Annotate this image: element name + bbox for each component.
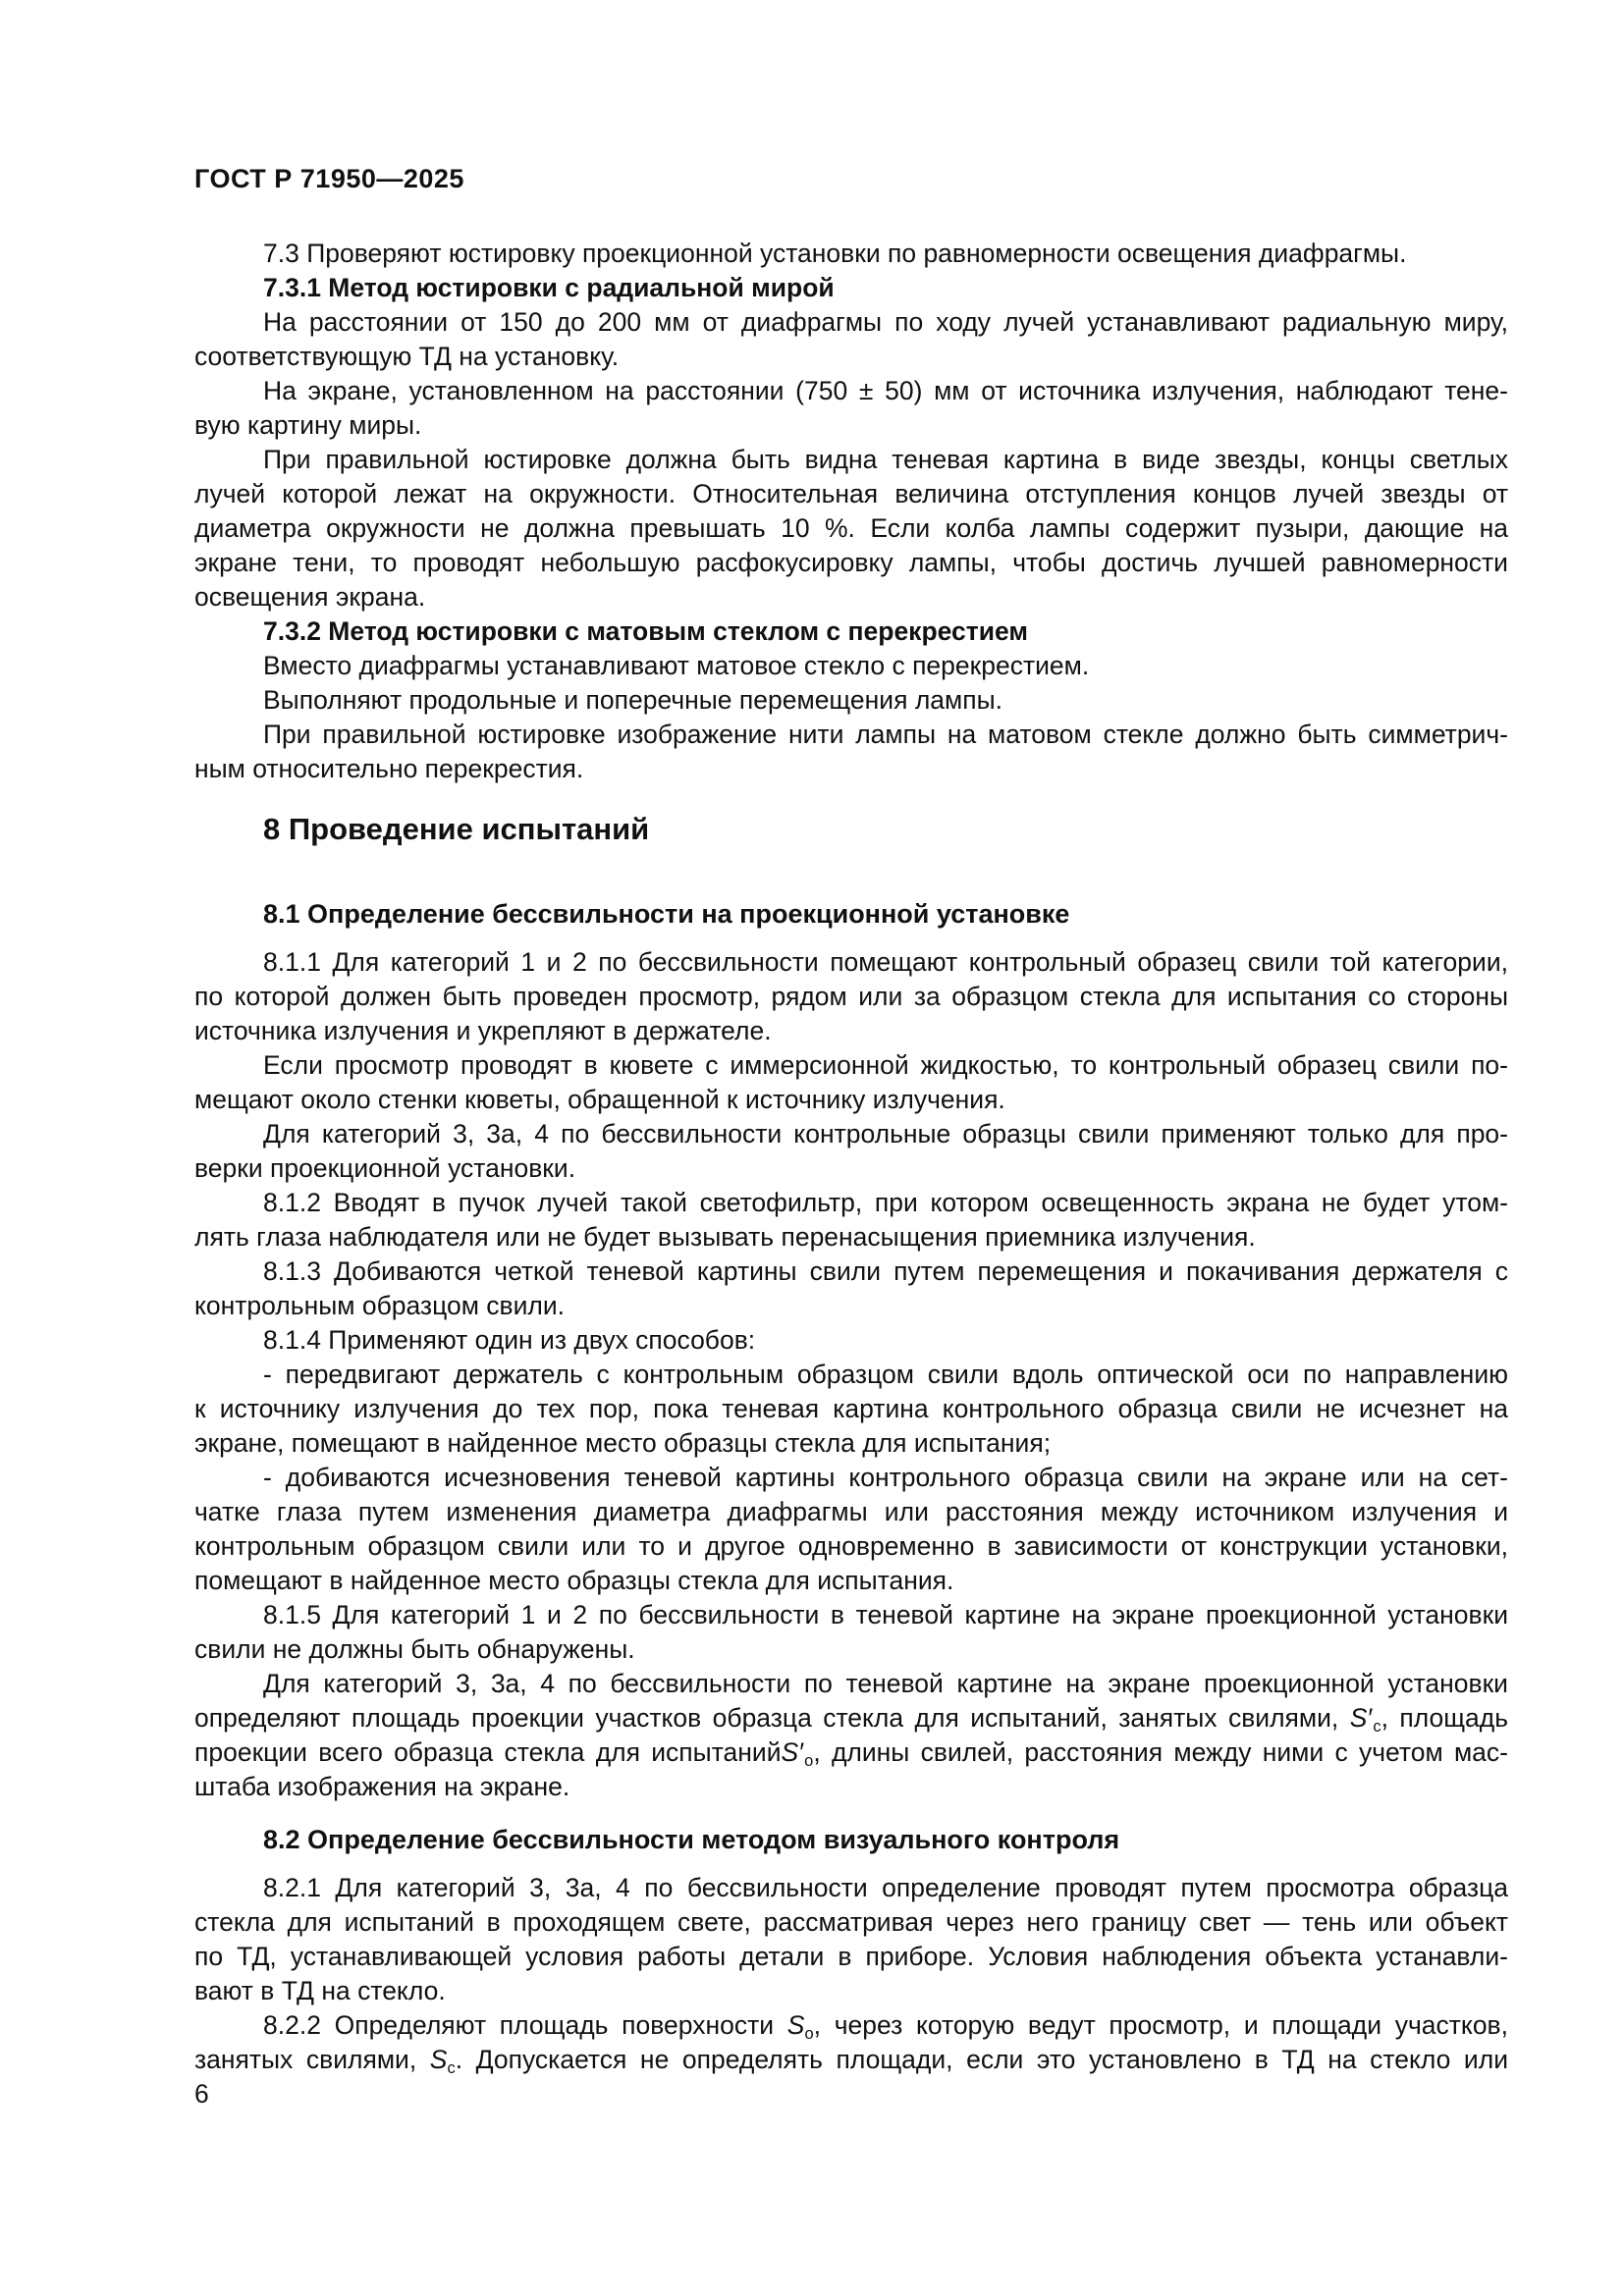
running-header-gost-number: ГОСТ Р 71950—2025 bbox=[194, 164, 464, 193]
text-line: 8.2.2 Определяют площадь поверхности $S_о$, через которую ведут просмотр, и площади участков, bbox=[263, 2010, 1508, 2043]
subsection-heading bbox=[194, 896, 1508, 932]
text-line: определяют площадь проекции участков образца стекла для испытаний, занятых свилями, $S'_с$, площадь bbox=[194, 1703, 1509, 1735]
paragraph bbox=[194, 1461, 1508, 1598]
subsection-heading bbox=[194, 1822, 1508, 1857]
symbol-S-prime-sub-c: $S'_с$ bbox=[1349, 1703, 1381, 1735]
text-line: При правильной юстировке должна быть видна теневая картина в виде звезды, концы светлых bbox=[263, 445, 1508, 474]
text-line: диаметра окружности не должна превышать 10 %. Если колба лампы содержит пузыри, дающие на bbox=[194, 513, 1508, 543]
text-line: 8.1.5 Для категорий 1 и 2 по бессвильности в теневой картине на экране проекционной установки bbox=[263, 1600, 1508, 1629]
paragraph bbox=[194, 1186, 1508, 1255]
text-line: лять глаза наблюдателя или не будет вызывать перенасыщения приемника излучения. bbox=[194, 1222, 1256, 1252]
text-line: - добиваются исчезновения теневой картины контрольного образца свили на экране или на сет- bbox=[263, 1463, 1508, 1492]
document-content-column bbox=[194, 0, 1508, 2111]
symbol-S-prime-sub-o: $S'_о$ bbox=[781, 1737, 814, 1770]
text-line: источника излучения и укрепляют в держателе. bbox=[194, 1016, 772, 1045]
text-line: 8.1.1 Для категорий 1 и 2 по бессвильности помещают контрольный образец свили той категории, bbox=[263, 947, 1508, 977]
text-line: На расстоянии от 150 до 200 мм от диафрагмы по ходу лучей устанавливают радиальную миру, bbox=[263, 307, 1508, 337]
paragraph bbox=[194, 649, 1508, 683]
paragraph bbox=[194, 374, 1508, 443]
paragraph bbox=[194, 945, 1508, 1048]
text-line: Вместо диафрагмы устанавливают матовое стекло с перекрестием. bbox=[263, 651, 1090, 680]
paragraph bbox=[194, 1323, 1508, 1358]
text-line: 8.2 Определение бессвильности методом визуального контроля bbox=[263, 1825, 1120, 1854]
text-line: 8.1.2 Вводят в пучок лучей такой светофильтр, при котором освещенность экрана не будет утом- bbox=[263, 1188, 1508, 1217]
paragraph bbox=[194, 1871, 1508, 2008]
text-line: контрольным образцом свили или то и другое одновременно в зависимости от конструкции установки, bbox=[194, 1531, 1508, 1561]
text-line: стекла для испытаний в проходящем свете, рассматривая через него границу свет — тень или объект bbox=[194, 1907, 1508, 1937]
text-line: верки проекционной установки. bbox=[194, 1153, 576, 1183]
text-line: помещают в найденное место образцы стекла для испытания. bbox=[194, 1566, 954, 1595]
text-line: контрольным образцом свили. bbox=[194, 1291, 566, 1320]
paragraph bbox=[194, 1048, 1508, 1117]
text-line: соответствующую ТД на установку. bbox=[194, 342, 620, 371]
text-line: 7.3 Проверяют юстировку проекционной установки по равномерности освещения диафрагмы. bbox=[263, 239, 1407, 268]
text-line: экране, помещают в найденное место образцы стекла для испытания; bbox=[194, 1428, 1052, 1458]
paragraph bbox=[194, 1255, 1508, 1323]
bold-subclause-heading bbox=[194, 271, 1508, 305]
paragraph bbox=[194, 237, 1508, 271]
text-line: - передвигают держатель с контрольным образцом свили вдоль оптической оси по направлению bbox=[263, 1360, 1508, 1389]
text-line: штаба изображения на экране. bbox=[194, 1772, 570, 1801]
text-line: по ТД, устанавливающей условия работы детали в приборе. Условия наблюдения объекта устанавли- bbox=[194, 1942, 1508, 1971]
text-line: экране тени, то проводят небольшую расфокусировку лампы, чтобы достичь лучшей равномерности bbox=[194, 548, 1508, 577]
section-heading bbox=[194, 810, 1508, 849]
text-line: освещения экрана. bbox=[194, 582, 426, 612]
text-line: мещают около стенки кюветы, обращенной к источнику излучения. bbox=[194, 1085, 1005, 1114]
paragraph bbox=[194, 718, 1508, 786]
text-line: по которой должен быть проведен просмотр, рядом или за образцом стекла для испытания со стороны bbox=[194, 982, 1508, 1011]
paragraph bbox=[194, 305, 1508, 374]
symbol-S-sub-o: $S_о$ bbox=[786, 2010, 814, 2043]
text-line: вую картину миры. bbox=[194, 410, 422, 440]
paragraph bbox=[194, 443, 1508, 614]
text-line: проекции всего образца стекла для $испытанийS'_о$, длины свилей, расстояния между ними с учетом мас- bbox=[194, 1737, 1508, 1770]
paragraph bbox=[194, 2008, 1508, 2077]
text-line: чатке глаза путем изменения диаметра диафрагмы или расстояния между источником излучения и bbox=[194, 1497, 1508, 1526]
text-line: 8.2.1 Для категорий 3, 3а, 4 по бессвильности определение проводят путем просмотра образца bbox=[263, 1873, 1508, 1902]
text-line: вают в ТД на стекло. bbox=[194, 1976, 446, 2005]
page-number: 6 bbox=[194, 2079, 209, 2109]
text-line: Для категорий 3, 3а, 4 по бессвильности контрольные образцы свили применяют только для про- bbox=[263, 1119, 1508, 1148]
text-line: 8.1.3 Добиваются четкой теневой картины свили путем перемещения и покачивания держателя с bbox=[263, 1256, 1508, 1286]
text-line: Если просмотр проводят в кювете с иммерсионной жидкостью, то контрольный образец свили по- bbox=[263, 1050, 1508, 1080]
text-line: к источнику излучения до тех пор, пока теневая картина контрольного образца свили не исчезнет на bbox=[194, 1394, 1508, 1423]
text-line: Выполняют продольные и поперечные перемещения лампы. bbox=[263, 685, 1002, 715]
paragraph bbox=[194, 1117, 1508, 1186]
paragraph bbox=[194, 1358, 1508, 1461]
text-line: 8.1 Определение бессвильности на проекционной установке bbox=[263, 899, 1070, 929]
paragraph bbox=[194, 683, 1508, 718]
text-line: Для категорий 3, 3а, 4 по бессвильности по теневой картине на экране проекционной установки bbox=[263, 1669, 1508, 1698]
text-line: ным относительно перекрестия. bbox=[194, 754, 584, 783]
text-line: лучей которой лежат на окружности. Относительная величина отступления концов лучей звезды от bbox=[194, 479, 1508, 508]
text-line: свили не должны быть обнаружены. bbox=[194, 1634, 635, 1664]
paragraph bbox=[194, 1667, 1508, 1804]
text-line: 7.3.1 Метод юстировки с радиальной мирой bbox=[263, 273, 835, 302]
text-line: При правильной юстировке изображение нити лампы на матовом стекле должно быть симметрич- bbox=[263, 720, 1508, 749]
bold-subclause-heading bbox=[194, 614, 1508, 649]
text-line: занятых свилями, $S_с$. Допускается не определять площади, если это установлено в ТД на стекло или bbox=[194, 2045, 1509, 2077]
text-line: 7.3.2 Метод юстировки с матовым стеклом с перекрестием bbox=[263, 616, 1029, 646]
symbol-S-sub-c: $S_с$ bbox=[429, 2045, 456, 2077]
document-body bbox=[194, 237, 1508, 2077]
text-line: 8.1.4 Применяют один из двух способов: bbox=[263, 1325, 756, 1355]
text-line: 8 Проведение испытаний bbox=[263, 812, 650, 846]
paragraph bbox=[194, 1598, 1508, 1667]
text-line: На экране, установленном на расстоянии (750 ± 50) мм от источника излучения, наблюдают тене- bbox=[263, 376, 1508, 405]
